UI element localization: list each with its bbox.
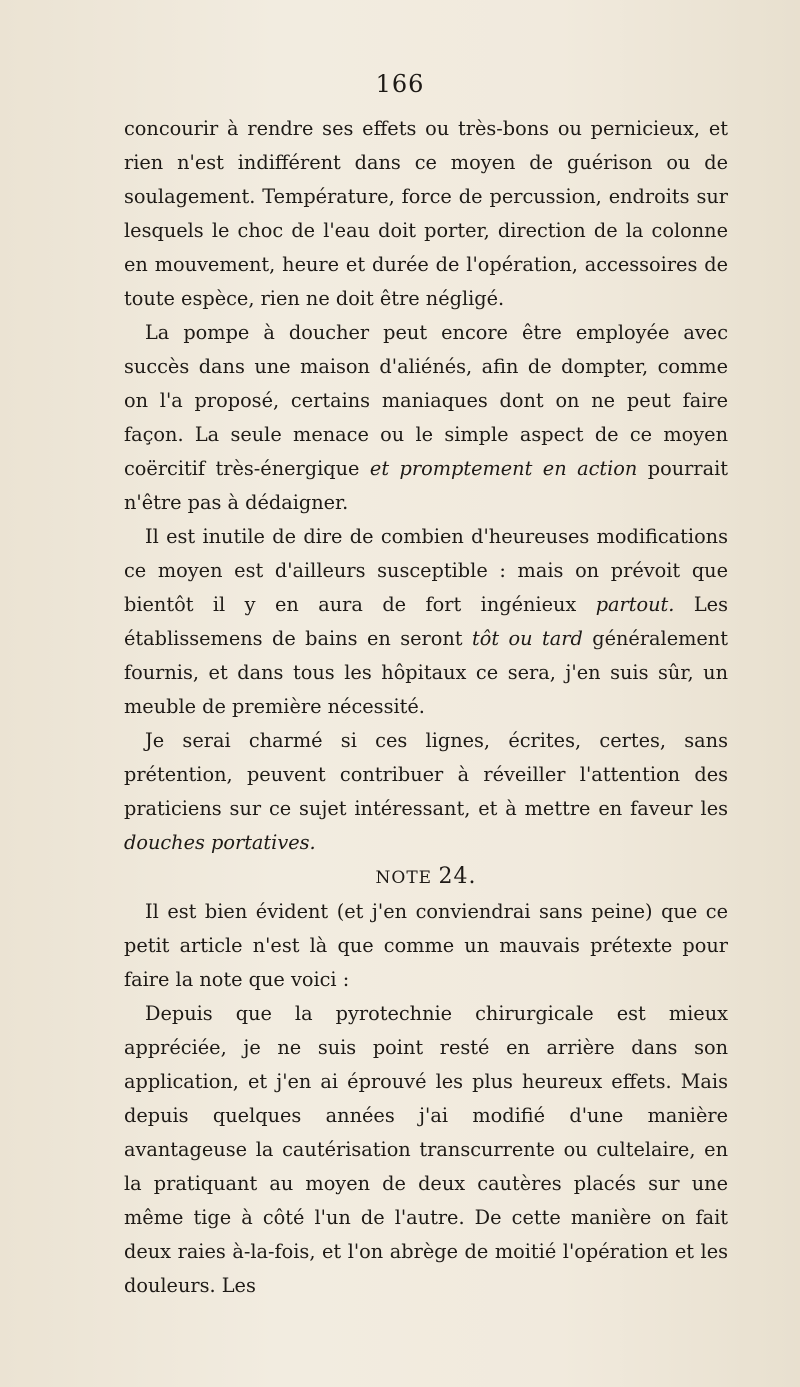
paragraph — [124, 520, 728, 724]
text-run: Je serai charmé si ces lignes, écrites, certes, sans prétention, peuvent contribuer à réveiller l'attention des praticiens sur ce sujet intéressant, et à mettre en faveur les — [124, 729, 728, 820]
italic-text: douches portatives. — [124, 831, 316, 854]
text-body — [124, 112, 728, 1303]
text-run: pourrait n'être pas à dédaigner. — [124, 457, 729, 514]
note-label: NOTE — [375, 868, 433, 888]
paragraph — [124, 724, 728, 860]
paragraph — [124, 997, 728, 1303]
text-run: Il est bien évident (et j'en conviendrai sans peine) que ce petit article n'est là que comme un mauvais prétexte pour faire la note que voici : — [124, 900, 728, 991]
italic-text: tôt ou tard — [471, 627, 583, 650]
text-run: concourir à rendre ses effets ou très-bons ou pernicieux, et rien n'est indifférent dans ce moyen de guérison ou de soulagement. Température, force de percussion, endroits sur lesquels le choc de l'eau doit porter, direction de la colonne en mouvement, heure et durée de l'opération, accessoires de toute espèce, rien ne doit être négligé. — [124, 117, 728, 310]
main-text-section — [124, 112, 728, 860]
paragraph — [124, 316, 728, 520]
note-heading — [124, 860, 728, 895]
paragraph — [124, 895, 728, 997]
note-number: 24. — [438, 864, 477, 889]
text-run: La pompe à doucher peut encore être employée avec succès dans une maison d'aliénés, afin de dompter, comme on l'a proposé, certains maniaques dont on ne peut faire façon. La seule menace ou le simple aspect de ce moyen coërcitif très-énergique — [124, 321, 728, 480]
page-number: 166 — [375, 70, 425, 98]
text-run: généralement fournis, et dans tous les hôpitaux ce sera, j'en suis sûr, un meuble de première nécessité. — [124, 627, 728, 718]
text-run: Depuis que la pyrotechnie chirurgicale est mieux appréciée, je ne suis point resté en arrière dans son application, et j'en ai éprouvé les plus heureux effets. Mais depuis quelques années j'ai modifié d'une manière avantageuse la cautérisation transcurrente ou cultelaire, en la pratiquant au moyen de deux cautères placés sur une même tige à côté l'un de l'autre. De cette manière on fait deux raies à-la-fois, et l'on abrège de moitié l'opération et les douleurs. Les — [124, 1002, 728, 1297]
note-text-section — [124, 895, 728, 1303]
italic-text: partout. — [595, 593, 675, 616]
paragraph — [124, 112, 728, 316]
text-run: Les établissemens de bains en seront — [124, 593, 728, 650]
italic-text: et promptement en action — [369, 457, 638, 480]
text-run: Il est inutile de dire de combien d'heureuses modifications ce moyen est d'ailleurs susceptible : mais on prévoit que bientôt il y en aura de fort ingénieux — [124, 525, 728, 616]
